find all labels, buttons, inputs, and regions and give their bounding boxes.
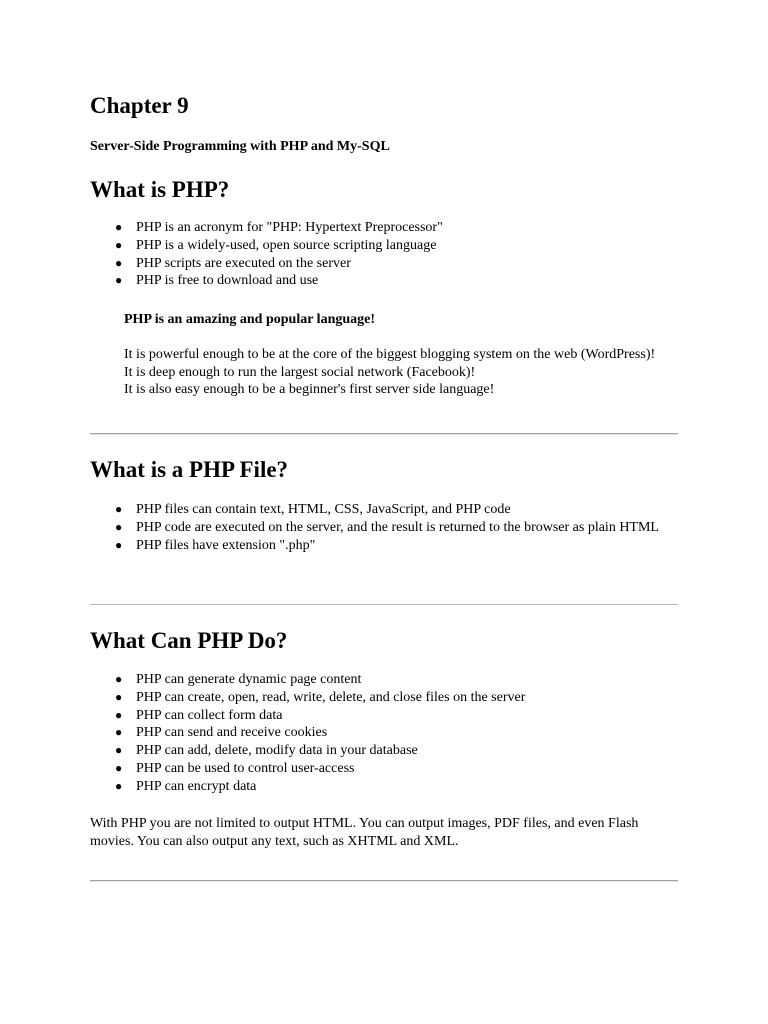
section-1-bullet-list: [90, 219, 670, 290]
list-item: ● PHP files can contain text, HTML, CSS, JavaScript, and PHP code: [115, 502, 511, 517]
callout-line: It is powerful enough to be at the core of the biggest blogging system on the web (WordPress)!: [124, 346, 656, 362]
closing-paragraph: With PHP you are not limited to output HTML. You can output images, PDF files, and even Flash movies. You can also output any text, such as XHTML and XML.: [90, 816, 639, 849]
bullet-icon: ●: [115, 220, 123, 234]
section-heading-what-is-php-file: What is a PHP File?: [90, 457, 289, 482]
horizontal-divider: [90, 880, 678, 882]
list-item: ● PHP files have extension ".php": [115, 537, 316, 553]
chapter-title: Chapter 9: [90, 93, 189, 118]
list-item: ● PHP is a widely-used, open source scripting language: [115, 237, 437, 253]
callout-title: PHP is an amazing and popular language!: [124, 312, 376, 327]
bullet-icon: ●: [115, 519, 123, 534]
callout-box: [124, 311, 664, 399]
list-item: ● PHP scripts are executed on the server: [115, 255, 351, 271]
section-heading-what-can-php-do: What Can PHP Do?: [90, 628, 288, 653]
bullet-icon: ●: [115, 273, 123, 288]
bullet-icon: ●: [115, 778, 123, 793]
bullet-icon: ●: [115, 237, 123, 252]
list-item: ● PHP can send and receive cookies: [115, 725, 328, 741]
bullet-icon: ●: [115, 707, 123, 722]
bullet-icon: ●: [115, 537, 123, 552]
callout-line: It is also easy enough to be a beginner's first server side language!: [124, 382, 495, 398]
list-item: ● PHP can create, open, read, write, delete, and close files on the server: [115, 689, 526, 705]
list-item: ● PHP can be used to control user-access: [115, 760, 355, 776]
horizontal-divider: [90, 433, 678, 435]
bullet-icon: ●: [115, 760, 123, 775]
list-item: ● PHP can add, delete, modify data in your database: [115, 743, 418, 759]
chapter-subtitle: Server-Side Programming with PHP and My-SQL: [90, 139, 390, 154]
bullet-icon: ●: [115, 502, 123, 516]
list-item: ● PHP can collect form data: [115, 707, 283, 723]
list-item: ● PHP is an acronym for "PHP: Hypertext Preprocessor": [115, 220, 443, 235]
horizontal-divider: [90, 604, 678, 605]
bullet-icon: ●: [115, 689, 123, 704]
section-heading-what-is-php: What is PHP?: [90, 177, 230, 202]
list-item: ● PHP can generate dynamic page content: [115, 672, 362, 687]
list-item: ● PHP code are executed on the server, and the result is returned to the browser as plain HTML: [115, 519, 659, 535]
bullet-icon: ●: [115, 725, 123, 740]
callout-line: It is deep enough to run the largest social network (Facebook)!: [124, 364, 476, 380]
section-3-bullet-list: [90, 671, 670, 796]
list-item: ● PHP can encrypt data: [115, 778, 257, 794]
bullet-icon: ●: [115, 255, 123, 270]
bullet-icon: ●: [115, 743, 123, 758]
list-item: ● PHP is free to download and use: [115, 273, 319, 289]
section-2-bullet-list: [90, 501, 670, 554]
bullet-icon: ●: [115, 672, 123, 686]
